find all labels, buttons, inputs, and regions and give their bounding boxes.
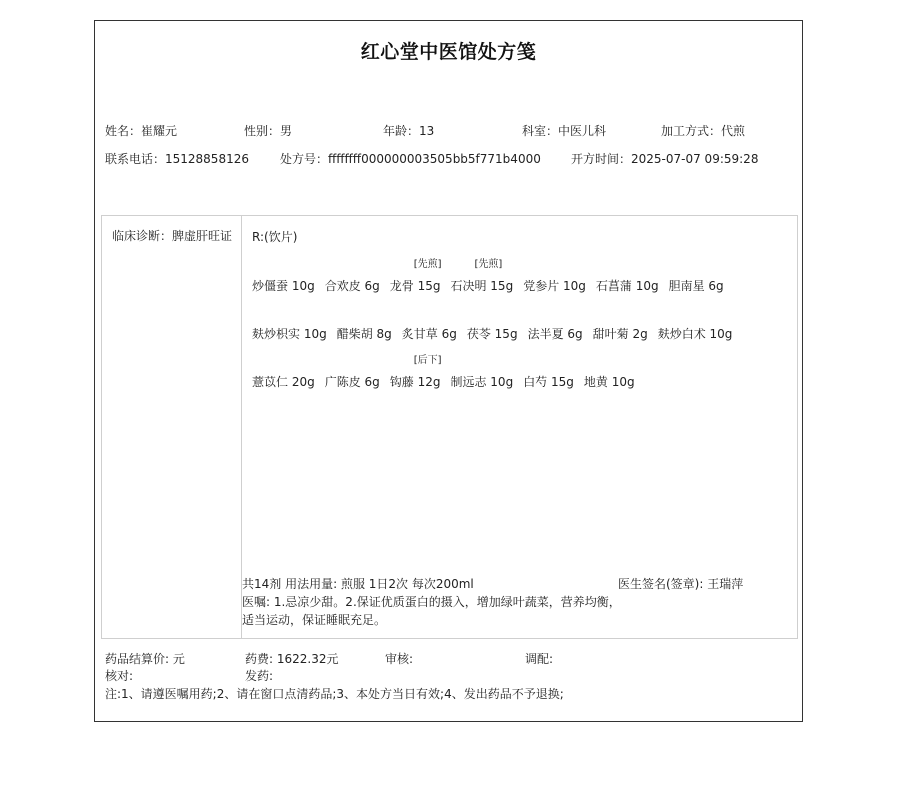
- herb-item: [523, 277, 586, 294]
- herb-item: [593, 325, 648, 342]
- rx-header: R:(饮片): [252, 230, 298, 244]
- issue-label: 发药:: [245, 669, 274, 683]
- drug-settlement-price: 药品结算价: 元: [105, 652, 185, 666]
- herb-item: [325, 373, 380, 390]
- herb-item: [389, 355, 442, 390]
- herb-item: [402, 325, 457, 342]
- herb-item: [389, 259, 442, 294]
- herb-item: [450, 373, 513, 390]
- prescription-page: [94, 20, 803, 722]
- herb-item: [528, 325, 583, 342]
- herb-text: 钩藤 12g: [389, 375, 441, 389]
- herb-item: [669, 277, 724, 294]
- diagnosis-column: [102, 216, 242, 638]
- herb-text: 炒僵蚕 10g: [252, 279, 315, 293]
- herb-text: 炙甘草 6g: [401, 327, 457, 341]
- herb-text: 甜叶菊 2g: [592, 327, 648, 341]
- footer-note: 注:1、请遵医嘱用药;2、请在窗口点清药品;3、本处方当日有效;4、发出药品不予退换;: [105, 687, 564, 701]
- page-title: 红心堂中医馆处方笺: [360, 41, 537, 63]
- herb-item: [467, 325, 518, 342]
- herb-text: 龙骨 15g: [389, 279, 441, 293]
- herb-item: [450, 259, 514, 294]
- herb-text: 胆南星 6g: [668, 279, 724, 293]
- herb-text: 茯苓 15g: [466, 327, 518, 341]
- check-label: 核对:: [105, 669, 134, 683]
- patient-department: 科室：中医儿科: [522, 124, 607, 138]
- medical-advice: 医嘱: 1.忌凉少甜。2.保证优质蛋白的摄入，增加绿叶蔬菜，营养均衡，适当运动，保证睡眠充足。: [242, 595, 621, 627]
- herb-text: 石决明 15g: [450, 279, 514, 293]
- prescription-number: 处方号：ffffffff000000003505bb5f771b4000: [280, 152, 541, 166]
- herb-note: [先煎]: [413, 259, 442, 270]
- herb-item: [658, 325, 733, 342]
- herb-text: 白芍 15g: [523, 375, 574, 389]
- dispense-label: 调配:: [525, 652, 554, 666]
- doctor-signature: 医生签名(签章): 王瑞萍: [618, 577, 744, 591]
- herb-text: 薏苡仁 20g: [252, 375, 315, 389]
- herb-text: 地黄 10g: [583, 375, 635, 389]
- herb-note: [后下]: [413, 355, 442, 366]
- herb-text: 制远志 10g: [450, 375, 514, 389]
- herb-item: [252, 325, 327, 342]
- patient-phone: 联系电话：15128858126: [105, 152, 249, 166]
- herb-text: 醋柴胡 8g: [336, 327, 392, 341]
- herb-item: [337, 325, 392, 342]
- herb-note: [先煎]: [474, 259, 503, 270]
- herb-item: [252, 373, 315, 390]
- clinical-diagnosis: 临床诊断：脾虚肝旺证: [112, 229, 233, 243]
- herb-text: 合欢皮 6g: [324, 279, 380, 293]
- herb-text: 麸炒白术 10g: [657, 327, 733, 341]
- patient-name: 姓名：崔耀元: [105, 124, 178, 138]
- drug-fee: 药费: 1622.32元: [245, 652, 339, 666]
- review-label: 审核:: [385, 652, 414, 666]
- herb-text: 法半夏 6g: [527, 327, 583, 341]
- herb-text: 广陈皮 6g: [324, 375, 380, 389]
- patient-age: 年龄：13: [383, 124, 435, 138]
- herb-item: [252, 277, 315, 294]
- usage-instructions: 共14剂 用法用量: 煎服 1日2次 每次200ml: [242, 577, 474, 591]
- herb-text: 麸炒枳实 10g: [252, 327, 327, 341]
- prescription-content: [242, 216, 797, 638]
- herb-item: [584, 373, 635, 390]
- herb-item: [523, 373, 574, 390]
- herb-line-2: [252, 325, 732, 342]
- prescription-box: [101, 215, 798, 639]
- processing-method: 加工方式：代煎: [661, 124, 746, 138]
- herb-line-3: [252, 355, 635, 390]
- patient-gender: 性别：男: [244, 124, 293, 138]
- herb-text: 石菖蒲 10g: [595, 279, 659, 293]
- prescription-time: 开方时间：2025-07-07 09:59:28: [571, 152, 759, 166]
- herb-item: [325, 277, 380, 294]
- herb-text: 党参片 10g: [523, 279, 586, 293]
- herb-line-1: [252, 259, 724, 294]
- herb-item: [596, 277, 659, 294]
